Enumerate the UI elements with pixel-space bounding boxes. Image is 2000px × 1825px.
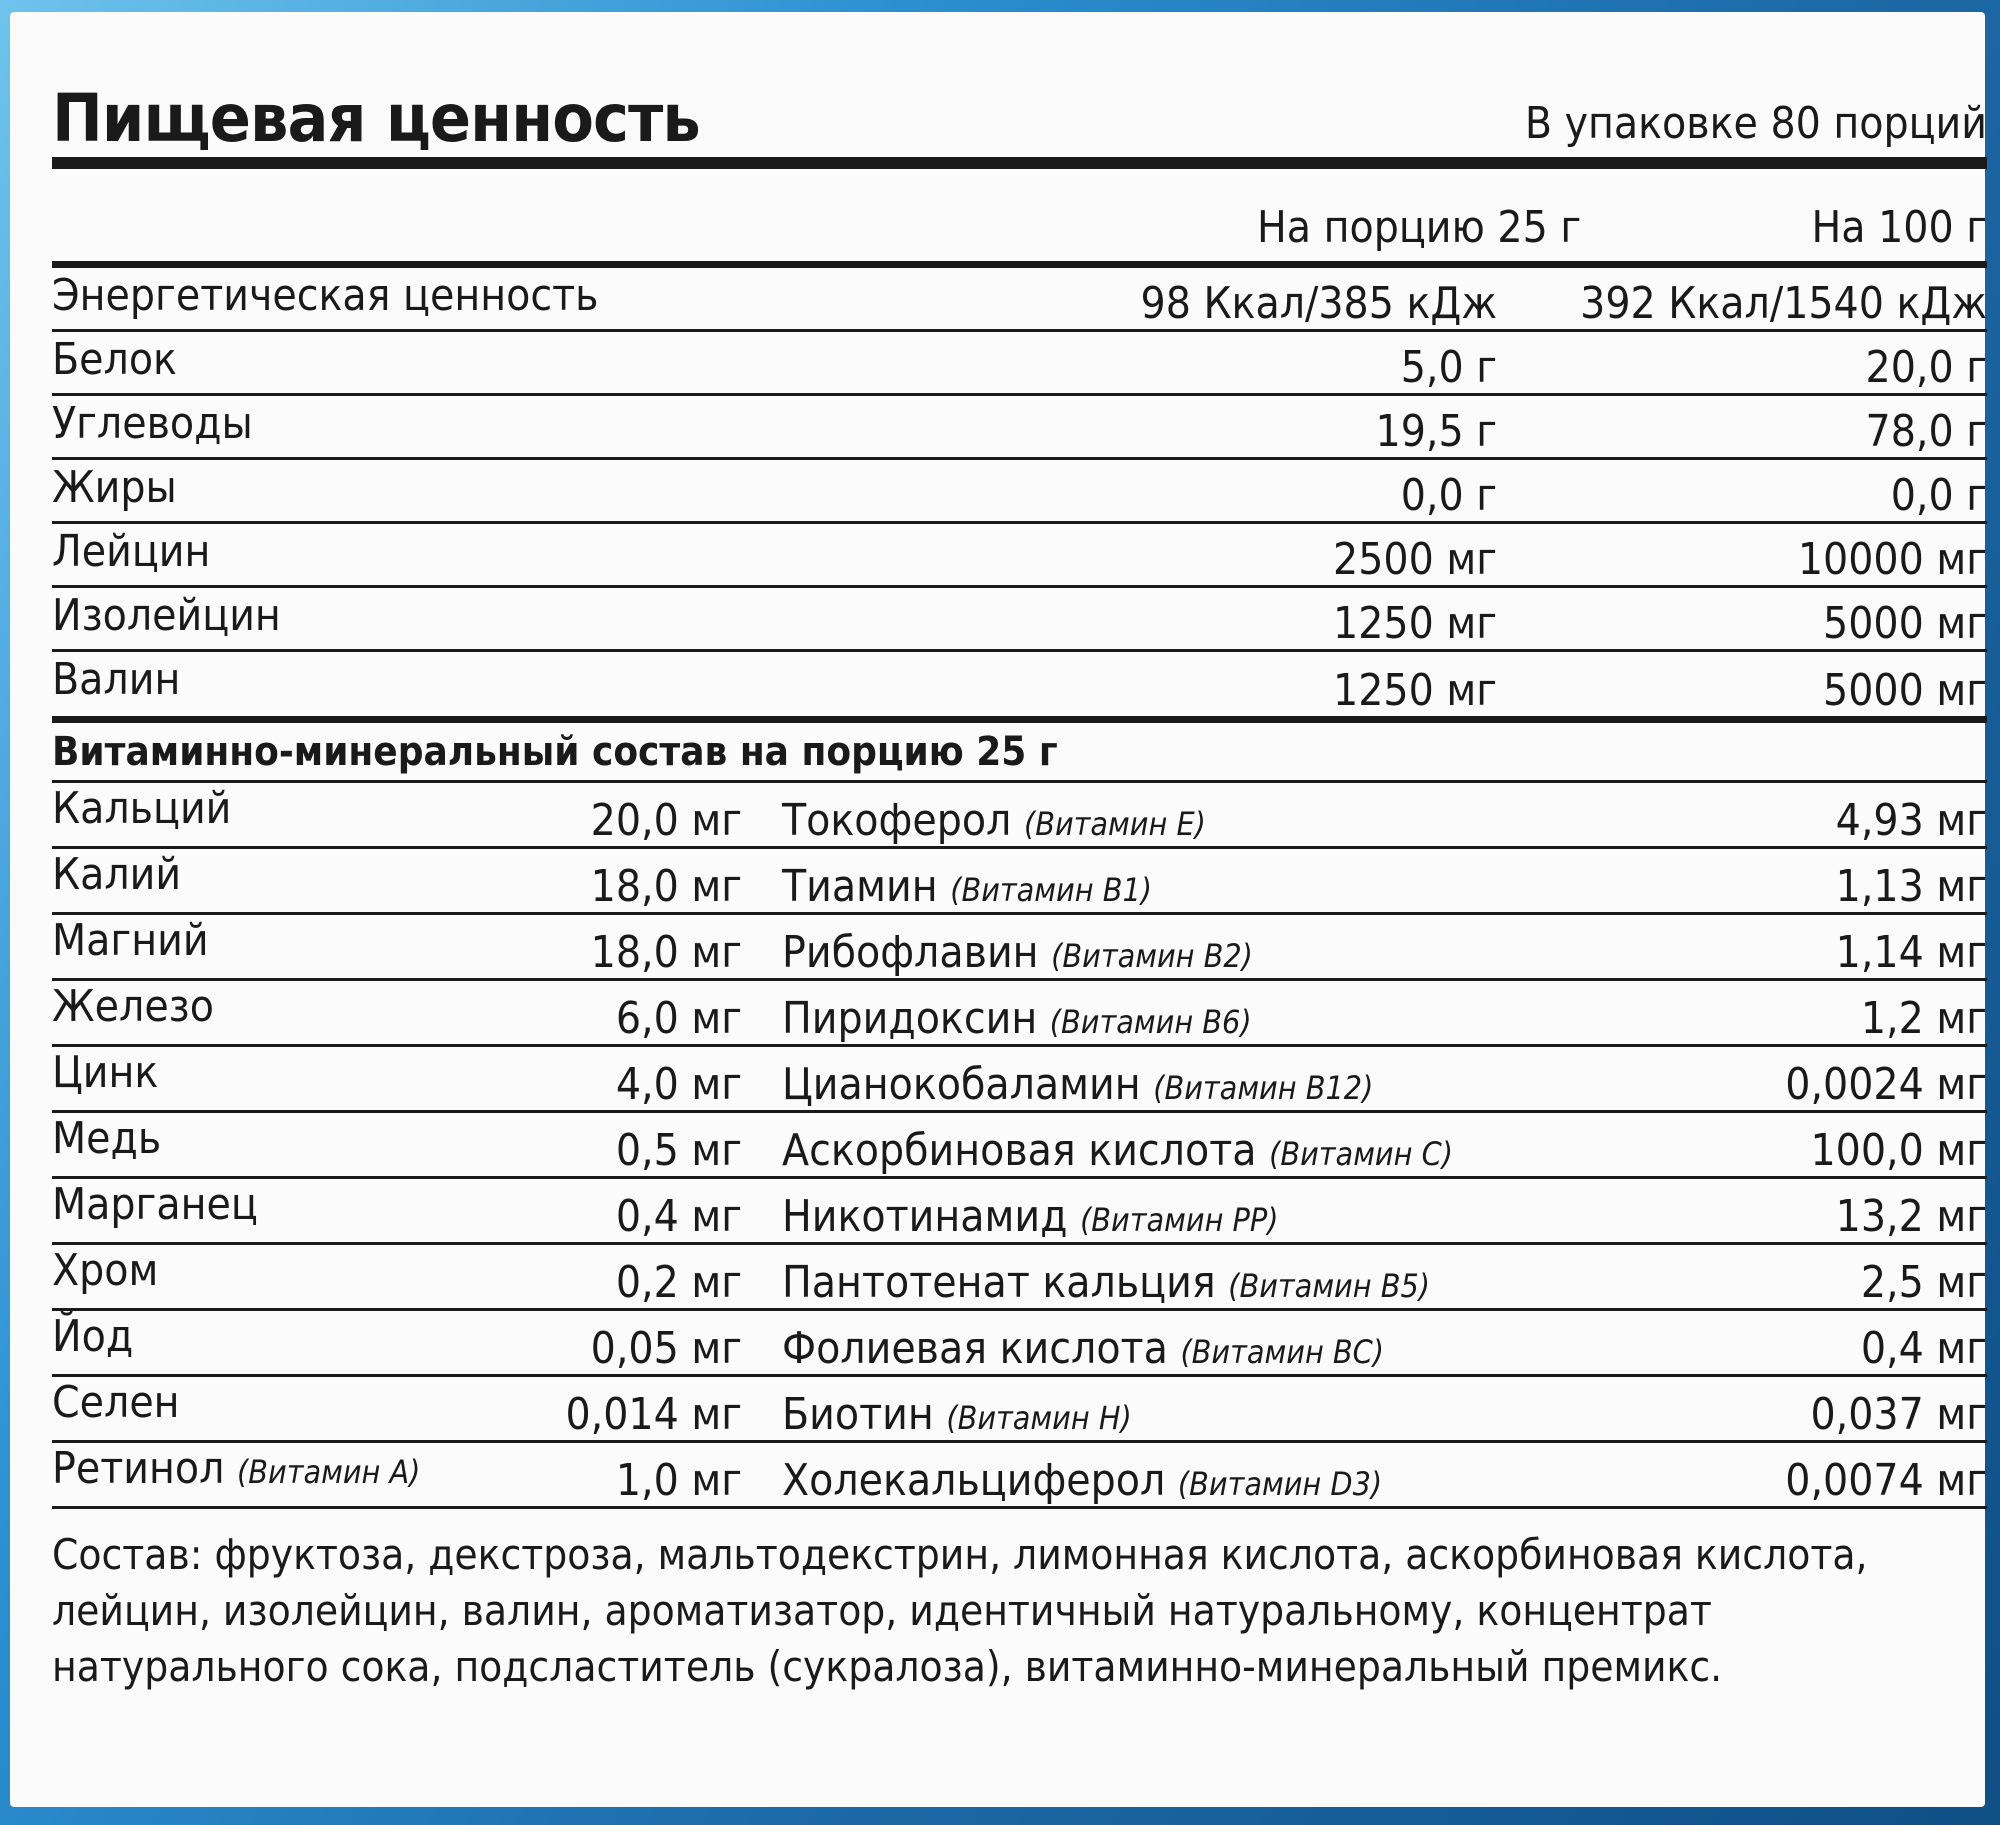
vitamin-note: (Витамин B12) — [1153, 1069, 1374, 1107]
mineral-name-cell — [52, 849, 522, 900]
mineral-name-cell — [52, 1245, 522, 1296]
vitamin-name-cell — [742, 861, 1687, 912]
vitamin-value: 0,0024 мг — [1785, 1059, 1987, 1110]
mineral-value: 18,0 мг — [590, 927, 742, 978]
vitamin-row — [52, 849, 1987, 915]
mineral-name: Кальций — [52, 783, 232, 834]
nutrient-per-serving: 2500 мг — [1333, 534, 1497, 585]
mineral-name-cell — [52, 1047, 522, 1098]
nutrition-row — [52, 524, 1987, 588]
vitamin-name-cell — [742, 1125, 1687, 1176]
nutrition-row — [52, 588, 1987, 652]
nutrition-table — [52, 268, 1987, 716]
nutrient-per-serving: 19,5 г — [1375, 406, 1497, 457]
mineral-name: Хром — [52, 1245, 159, 1296]
mineral-name-cell — [52, 1179, 522, 1230]
vitamin-name-cell — [742, 1389, 1687, 1440]
vitamin-name: Холекальциферол — [782, 1455, 1166, 1506]
vitamin-value: 1,13 мг — [1835, 861, 1987, 912]
vitamin-name: Пиридоксин — [782, 993, 1038, 1044]
nutrient-per-100g: 20,0 г — [1865, 342, 1987, 393]
vitamin-note: (Витамин B6) — [1049, 1003, 1252, 1041]
vitamin-row — [52, 981, 1987, 1047]
mineral-name-cell — [52, 1443, 522, 1494]
vitamin-row — [52, 1443, 1987, 1509]
nutrient-per-100g: 392 Ккал/1540 кДж — [1580, 278, 1987, 329]
mineral-name-cell — [52, 1311, 522, 1362]
vitamin-name-cell — [742, 927, 1687, 978]
vitamin-table — [52, 783, 1987, 1509]
vitamin-name: Тиамин — [782, 861, 938, 912]
vitamin-note: (Витамин C) — [1269, 1135, 1453, 1173]
vitamin-name-cell — [742, 1191, 1687, 1242]
vitamin-note: (Витамин D3) — [1177, 1465, 1383, 1503]
vitamin-value: 2,5 мг — [1860, 1257, 1987, 1308]
label-title: Пищевая ценность — [52, 80, 700, 157]
nutrient-per-100g: 0,0 г — [1890, 470, 1987, 521]
nutrition-divider — [52, 716, 1987, 723]
mineral-value: 0,05 мг — [590, 1323, 742, 1374]
header-divider — [52, 261, 1987, 268]
vitamin-name-cell — [742, 1455, 1687, 1506]
nutrient-name: Белок — [52, 334, 177, 385]
vitamin-row — [52, 1113, 1987, 1179]
vitamin-row — [52, 1179, 1987, 1245]
nutrition-label — [10, 12, 1985, 1807]
nutrition-row — [52, 396, 1987, 460]
nutrition-row — [52, 460, 1987, 524]
composition-text: Состав: фруктоза, декстроза, мальтодекстрин, лимонная кислота, аскорбиновая кислота, лейцин, изолейцин, валин, ароматизатор, идентичный натуральному, концентрат натурального сока, подсластитель (сукралоза), витаминно-минеральный премикс. — [52, 1530, 1868, 1691]
mineral-name-cell — [52, 1377, 522, 1428]
nutrition-row — [52, 332, 1987, 396]
vitamin-note: (Витамин BC) — [1180, 1333, 1385, 1371]
mineral-name: Калий — [52, 849, 182, 900]
vitamin-name: Токоферол — [782, 795, 1012, 846]
mineral-value: 20,0 мг — [590, 795, 742, 846]
nutrient-name: Валин — [52, 654, 181, 705]
mineral-name: Ретинол — [52, 1443, 225, 1494]
nutrient-per-100g: 5000 мг — [1823, 598, 1987, 649]
nutrient-per-serving: 1250 мг — [1333, 665, 1497, 716]
mineral-name-cell — [52, 915, 522, 966]
mineral-name-cell — [52, 783, 522, 834]
vitamin-row — [52, 915, 1987, 981]
vitamin-value: 0,037 мг — [1810, 1389, 1987, 1440]
mineral-value: 0,014 мг — [565, 1389, 742, 1440]
vitamin-note: (Витамин PP) — [1080, 1201, 1279, 1239]
mineral-value: 0,2 мг — [615, 1257, 742, 1308]
mineral-name: Селен — [52, 1377, 180, 1428]
vitamin-note: (Витамин E) — [1023, 805, 1206, 843]
servings-per-pack: В упаковке 80 порций — [1524, 98, 1987, 149]
nutrient-name: Лейцин — [52, 526, 211, 577]
mineral-value: 18,0 мг — [590, 861, 742, 912]
mineral-value: 1,0 мг — [615, 1455, 742, 1506]
mineral-name: Цинк — [52, 1047, 159, 1098]
title-row — [52, 52, 1987, 157]
nutrition-row — [52, 268, 1987, 332]
label-content — [52, 52, 1987, 1695]
vitamin-name: Фолиевая кислота — [782, 1323, 1168, 1374]
vitamin-value: 4,93 мг — [1835, 795, 1987, 846]
vitamin-name-cell — [742, 1059, 1687, 1110]
nutrition-row — [52, 652, 1987, 716]
nutrient-name: Углеводы — [52, 398, 253, 449]
mineral-name: Железо — [52, 981, 214, 1032]
vitamin-value: 1,2 мг — [1860, 993, 1987, 1044]
vitamin-name: Биотин — [782, 1389, 934, 1440]
vitamin-value: 13,2 мг — [1835, 1191, 1987, 1242]
vitamin-note: (Витамин B1) — [950, 871, 1152, 909]
vitamin-value: 0,0074 мг — [1785, 1455, 1987, 1506]
nutrient-per-100g: 5000 мг — [1823, 665, 1987, 716]
vitamin-name: Цианокобаламин — [782, 1059, 1141, 1110]
vitamin-row — [52, 1047, 1987, 1113]
nutrient-per-serving: 0,0 г — [1400, 470, 1497, 521]
vitamins-heading: Витаминно-минеральный состав на порцию 25 г — [52, 723, 1987, 783]
column-headers — [52, 169, 1987, 261]
mineral-name-cell — [52, 981, 522, 1032]
nutrient-per-100g: 78,0 г — [1865, 406, 1987, 457]
nutrient-per-serving: 1250 мг — [1333, 598, 1497, 649]
vitamin-name-cell — [742, 1323, 1687, 1374]
nutrient-name: Энергетическая ценность — [52, 270, 599, 321]
vitamin-row — [52, 1311, 1987, 1377]
mineral-name: Медь — [52, 1113, 162, 1164]
mineral-name: Марганец — [52, 1179, 258, 1230]
vitamin-name-cell — [742, 795, 1687, 846]
mineral-value: 0,4 мг — [615, 1191, 742, 1242]
vitamin-name: Аскорбиновая кислота — [782, 1125, 1257, 1176]
vitamin-value: 100,0 мг — [1810, 1125, 1987, 1176]
nutrient-name: Жиры — [52, 462, 177, 513]
column-per-100g: На 100 г — [1811, 202, 1987, 253]
vitamin-row — [52, 1245, 1987, 1311]
vitamin-name: Никотинамид — [782, 1191, 1068, 1242]
vitamin-value: 0,4 мг — [1860, 1323, 1987, 1374]
mineral-value: 0,5 мг — [615, 1125, 742, 1176]
vitamin-note: (Витамин B2) — [1051, 937, 1253, 975]
nutrient-per-100g: 10000 мг — [1797, 534, 1987, 585]
mineral-value: 6,0 мг — [615, 993, 742, 1044]
mineral-name: Магний — [52, 915, 209, 966]
vitamin-note: (Витамин B5) — [1228, 1267, 1430, 1305]
mineral-value: 4,0 мг — [615, 1059, 742, 1110]
nutrient-per-serving: 98 Ккал/385 кДж — [1140, 278, 1497, 329]
vitamin-name-cell — [742, 1257, 1687, 1308]
column-per-serving: На порцию 25 г — [1257, 202, 1582, 253]
vitamin-row — [52, 783, 1987, 849]
vitamin-name-cell — [742, 993, 1687, 1044]
nutrient-per-serving: 5,0 г — [1400, 342, 1497, 393]
mineral-name: Йод — [52, 1311, 134, 1362]
vitamin-name: Рибофлавин — [782, 927, 1039, 978]
nutrient-name: Изолейцин — [52, 590, 281, 641]
mineral-name-cell — [52, 1113, 522, 1164]
vitamin-row — [52, 1377, 1987, 1443]
title-divider — [52, 157, 1987, 169]
vitamin-note: (Витамин H) — [946, 1399, 1132, 1437]
mineral-note: (Витамин A) — [237, 1453, 421, 1491]
vitamin-value: 1,14 мг — [1835, 927, 1987, 978]
vitamin-name: Пантотенат кальция — [782, 1257, 1216, 1308]
